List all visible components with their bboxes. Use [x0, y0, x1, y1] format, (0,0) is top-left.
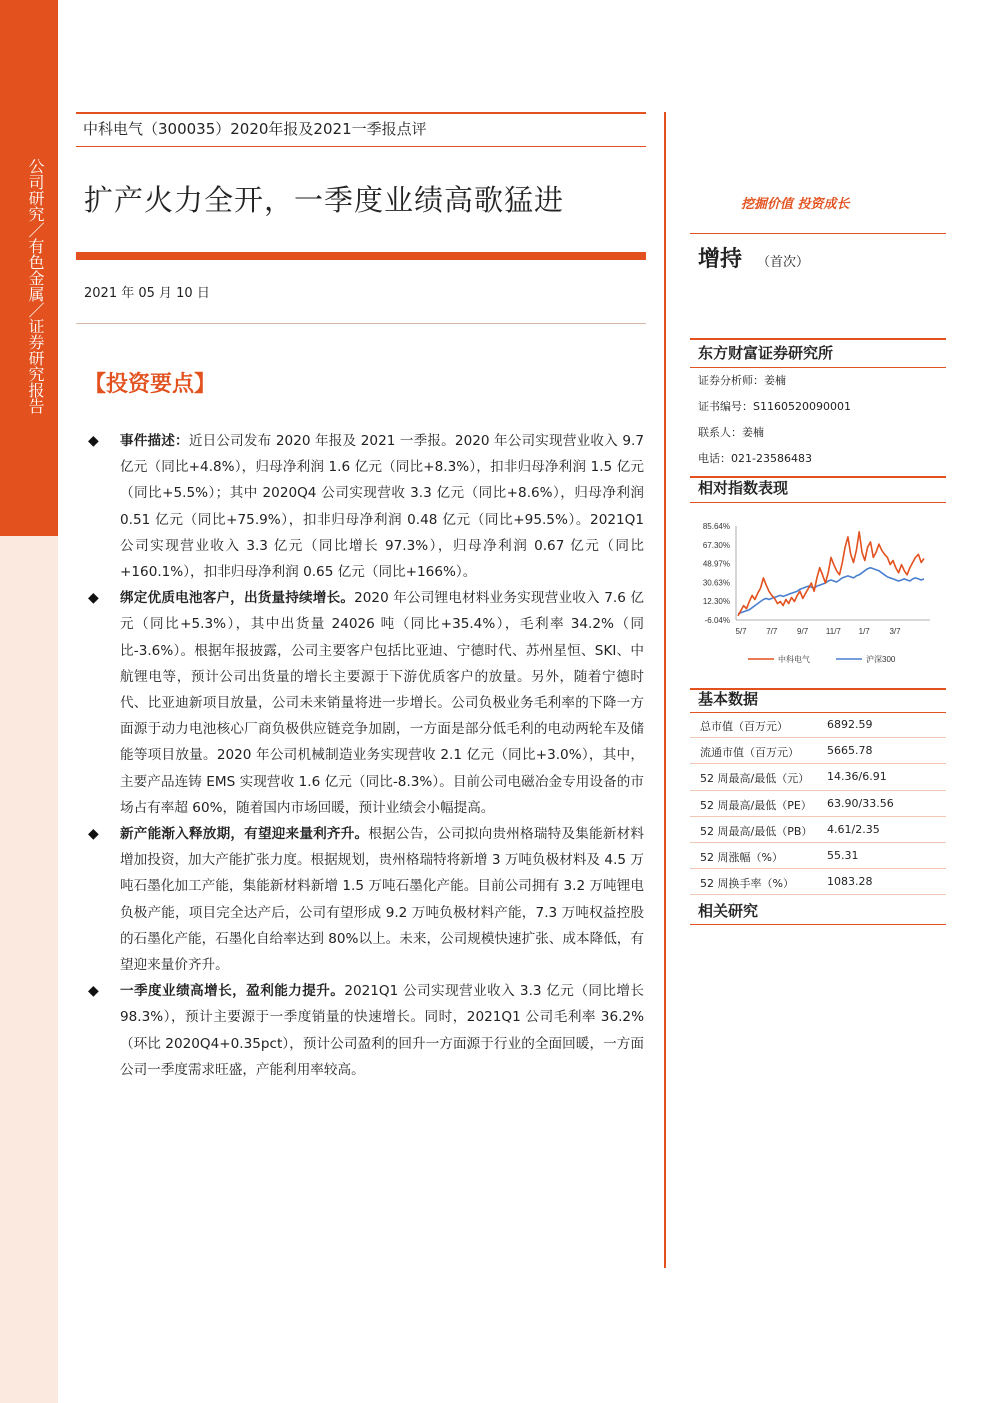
slogan: 挖掘价值 投资成长 — [741, 197, 850, 212]
y-tick-label: 12.30% — [702, 597, 730, 607]
contact-person: 联系人：姜楠 — [698, 426, 764, 439]
page-title: 扩产火力全开，一季度业绩高歌猛进 — [84, 183, 565, 217]
diamond-bullet-icon: ◆ — [88, 826, 99, 843]
sidebar-band-light — [0, 536, 58, 1403]
related-title: 相关研究 — [698, 902, 759, 920]
phone: 电话：021-23586483 — [698, 452, 812, 465]
bullet-lead: 新产能渐入释放期，有望迎来量利齐升。 — [120, 826, 369, 843]
analyst: 证券分析师：姜楠 — [698, 374, 786, 387]
row-value: 14.36/6.91 — [827, 770, 887, 784]
basic-data-table — [690, 712, 946, 895]
y-tick-label: 30.63% — [702, 578, 730, 588]
row-value: 5665.78 — [827, 744, 873, 758]
table-row — [690, 817, 946, 843]
bullet-lead: 一季度业绩高增长，盈利能力提升。 — [120, 983, 345, 1000]
y-tick-label: 48.97% — [702, 559, 730, 569]
x-tick-label: 9/7 — [797, 627, 809, 636]
row-label: 52 周最高/最低（元） — [700, 772, 810, 786]
row-value: 63.90/33.56 — [827, 796, 894, 810]
bullet-text: 2021Q1 公司实现营业收入 3.3 亿元（同比增长 98.3%），预计主要源于一季度销量的快速增长。同时，2021Q1 公司毛利率 36.2%（环比 2020Q4+0.35pct），预计公司盈利的回升一方面源于行业的全面回暖，一方面公司一季度需求旺盛，产能利用率较高。 — [120, 983, 645, 1078]
table-row — [690, 764, 946, 790]
perf-title: 相对指数表现 — [698, 479, 789, 497]
bullet-item — [84, 428, 644, 585]
rating-note: （首次） — [757, 255, 810, 270]
row-label: 总市值（百万元） — [700, 720, 788, 733]
x-tick-label: 11/7 — [825, 627, 841, 636]
table-row — [690, 712, 946, 738]
row-label: 52 周换手率（%） — [700, 877, 794, 891]
cert-number: 证书编号：S1160520090001 — [698, 400, 851, 413]
sidebar-label: 公司研究／有色金属／证券研究报告 — [26, 158, 45, 414]
diamond-bullet-icon: ◆ — [88, 983, 99, 1000]
y-tick-label: -6.04% — [704, 616, 730, 625]
x-tick-label: 5/7 — [735, 627, 747, 636]
bullet-item — [84, 821, 644, 978]
header-top-rule — [76, 112, 646, 114]
y-tick-label: 67.30% — [702, 540, 730, 550]
row-label: 流通市值（百万元） — [700, 746, 799, 760]
table-row — [690, 791, 946, 817]
legend-label: 沪深300 — [866, 655, 896, 664]
table-row — [690, 869, 946, 895]
row-value: 55.31 — [827, 848, 859, 862]
rating: 增持 — [698, 247, 743, 272]
bullet-item — [84, 978, 644, 1083]
header-mid-rule — [76, 146, 646, 147]
row-label: 52 周涨幅（%） — [700, 850, 783, 864]
bullet-lead: 事件描述： — [120, 433, 189, 449]
table-row — [690, 843, 946, 869]
rating-rule — [690, 233, 946, 234]
section-heading: 【投资要点】 — [84, 372, 217, 397]
table-row — [690, 738, 946, 764]
firm-rule-bottom — [690, 367, 946, 368]
relative-performance-chart — [690, 512, 946, 674]
date-rule — [76, 323, 646, 324]
series-line — [738, 532, 924, 616]
firm-name: 东方财富证券研究所 — [698, 344, 834, 362]
y-tick-label: 85.64% — [702, 522, 730, 531]
report-date: 2021 年 05 月 10 日 — [84, 286, 210, 301]
perf-rule-bottom — [690, 502, 946, 503]
investment-points — [84, 428, 644, 1083]
report-type: 中科电气（300035）2020年报及2021一季报点评 — [83, 120, 427, 138]
x-tick-label: 3/7 — [889, 627, 901, 636]
x-tick-label: 1/7 — [858, 627, 870, 636]
bullet-text: 2020 年公司锂电材料业务实现营业收入 7.6 亿元（同比+5.3%），其中出货量 24026 吨（同比+35.4%），毛利率 34.2%（同比-3.6%）。根据年报披露，公司主要客户包括比亚迪、宁德时代、苏州星恒、SKI、中航锂电等，预计公司出货量的增长主要源于下游优质客户的放量。另外，随着宁德时代、比亚迪新项目放量，公司未来销量将进一步增长。公司负极业务毛利率的下降一方面源于动力电池核心厂商负极供应链竞争加剧，一方面是部分低毛利的电动两轮车及储能等项目放量。2020 年公司机械制造业务实现营收 2.1 亿元（同比+3.0%），其中，主要产品连铸 EMS 实现营收 1.6 亿元（同比-8.3%）。目前公司电磁冶金专用设备的市场占有率超 60%，随着国内市场回暖，预计业绩会小幅提高。 — [120, 590, 644, 816]
title-underline-bar — [76, 252, 646, 260]
row-value: 4.61/2.35 — [827, 822, 880, 836]
row-label: 52 周最高/最低（PE） — [700, 798, 812, 812]
diamond-bullet-icon: ◆ — [88, 590, 99, 607]
basic-title: 基本数据 — [698, 690, 759, 708]
series-line — [738, 568, 924, 614]
bullet-text: 根据公告，公司拟向贵州格瑞特及集能新材料增加投资，加大产能扩张力度。根据规划，贵州格瑞特将新增 3 万吨负极材料及 4.5 万吨石墨化加工产能，集能新材料新增 1.5 万吨石墨化产能。目前公司拥有 3.2 万吨锂电负极产能，项目完全达产后，公司有望形成 9.2 万吨负极材料产能，7.3 万吨权益控股的石墨化产能，石墨化自给率达到 80%以上。未来，公司规模快速扩张、成本降低，有望迎来量价齐升。 — [120, 826, 645, 974]
x-tick-label: 7/7 — [766, 627, 778, 636]
row-label: 52 周最高/最低（PB） — [700, 824, 813, 838]
bullet-lead: 绑定优质电池客户，出货量持续增长。 — [120, 590, 355, 607]
row-value: 1083.28 — [827, 875, 873, 889]
related-rule — [690, 924, 946, 925]
bullet-text: 近日公司发布 2020 年报及 2021 一季报。2020 年公司实现营业收入 9.7 亿元（同比+4.8%），归母净利润 1.6 亿元（同比+8.3%），扣非归母净利润 1.5 亿元（同比+5.5%）；其中 2020Q4 公司实现营收 3.3 亿元（同比+8.6%），归母净利润 0.51 亿元（同比+75.9%），扣非归母净利润 0.48 亿元（同比+95.5%）。2021Q1 公司实现营业收入 3.3 亿元（同比增长 97.3%），归母净利润 0.67 亿元（同比+160.1%），扣非归母净利润 0.65 亿元（同比+166%）。 — [120, 433, 644, 581]
bullet-item — [84, 585, 644, 821]
diamond-bullet-icon: ◆ — [88, 433, 99, 449]
firm-rule — [690, 338, 946, 340]
legend-label: 中科电气 — [778, 655, 810, 664]
column-divider — [664, 112, 666, 1268]
row-value: 6892.59 — [827, 718, 873, 731]
